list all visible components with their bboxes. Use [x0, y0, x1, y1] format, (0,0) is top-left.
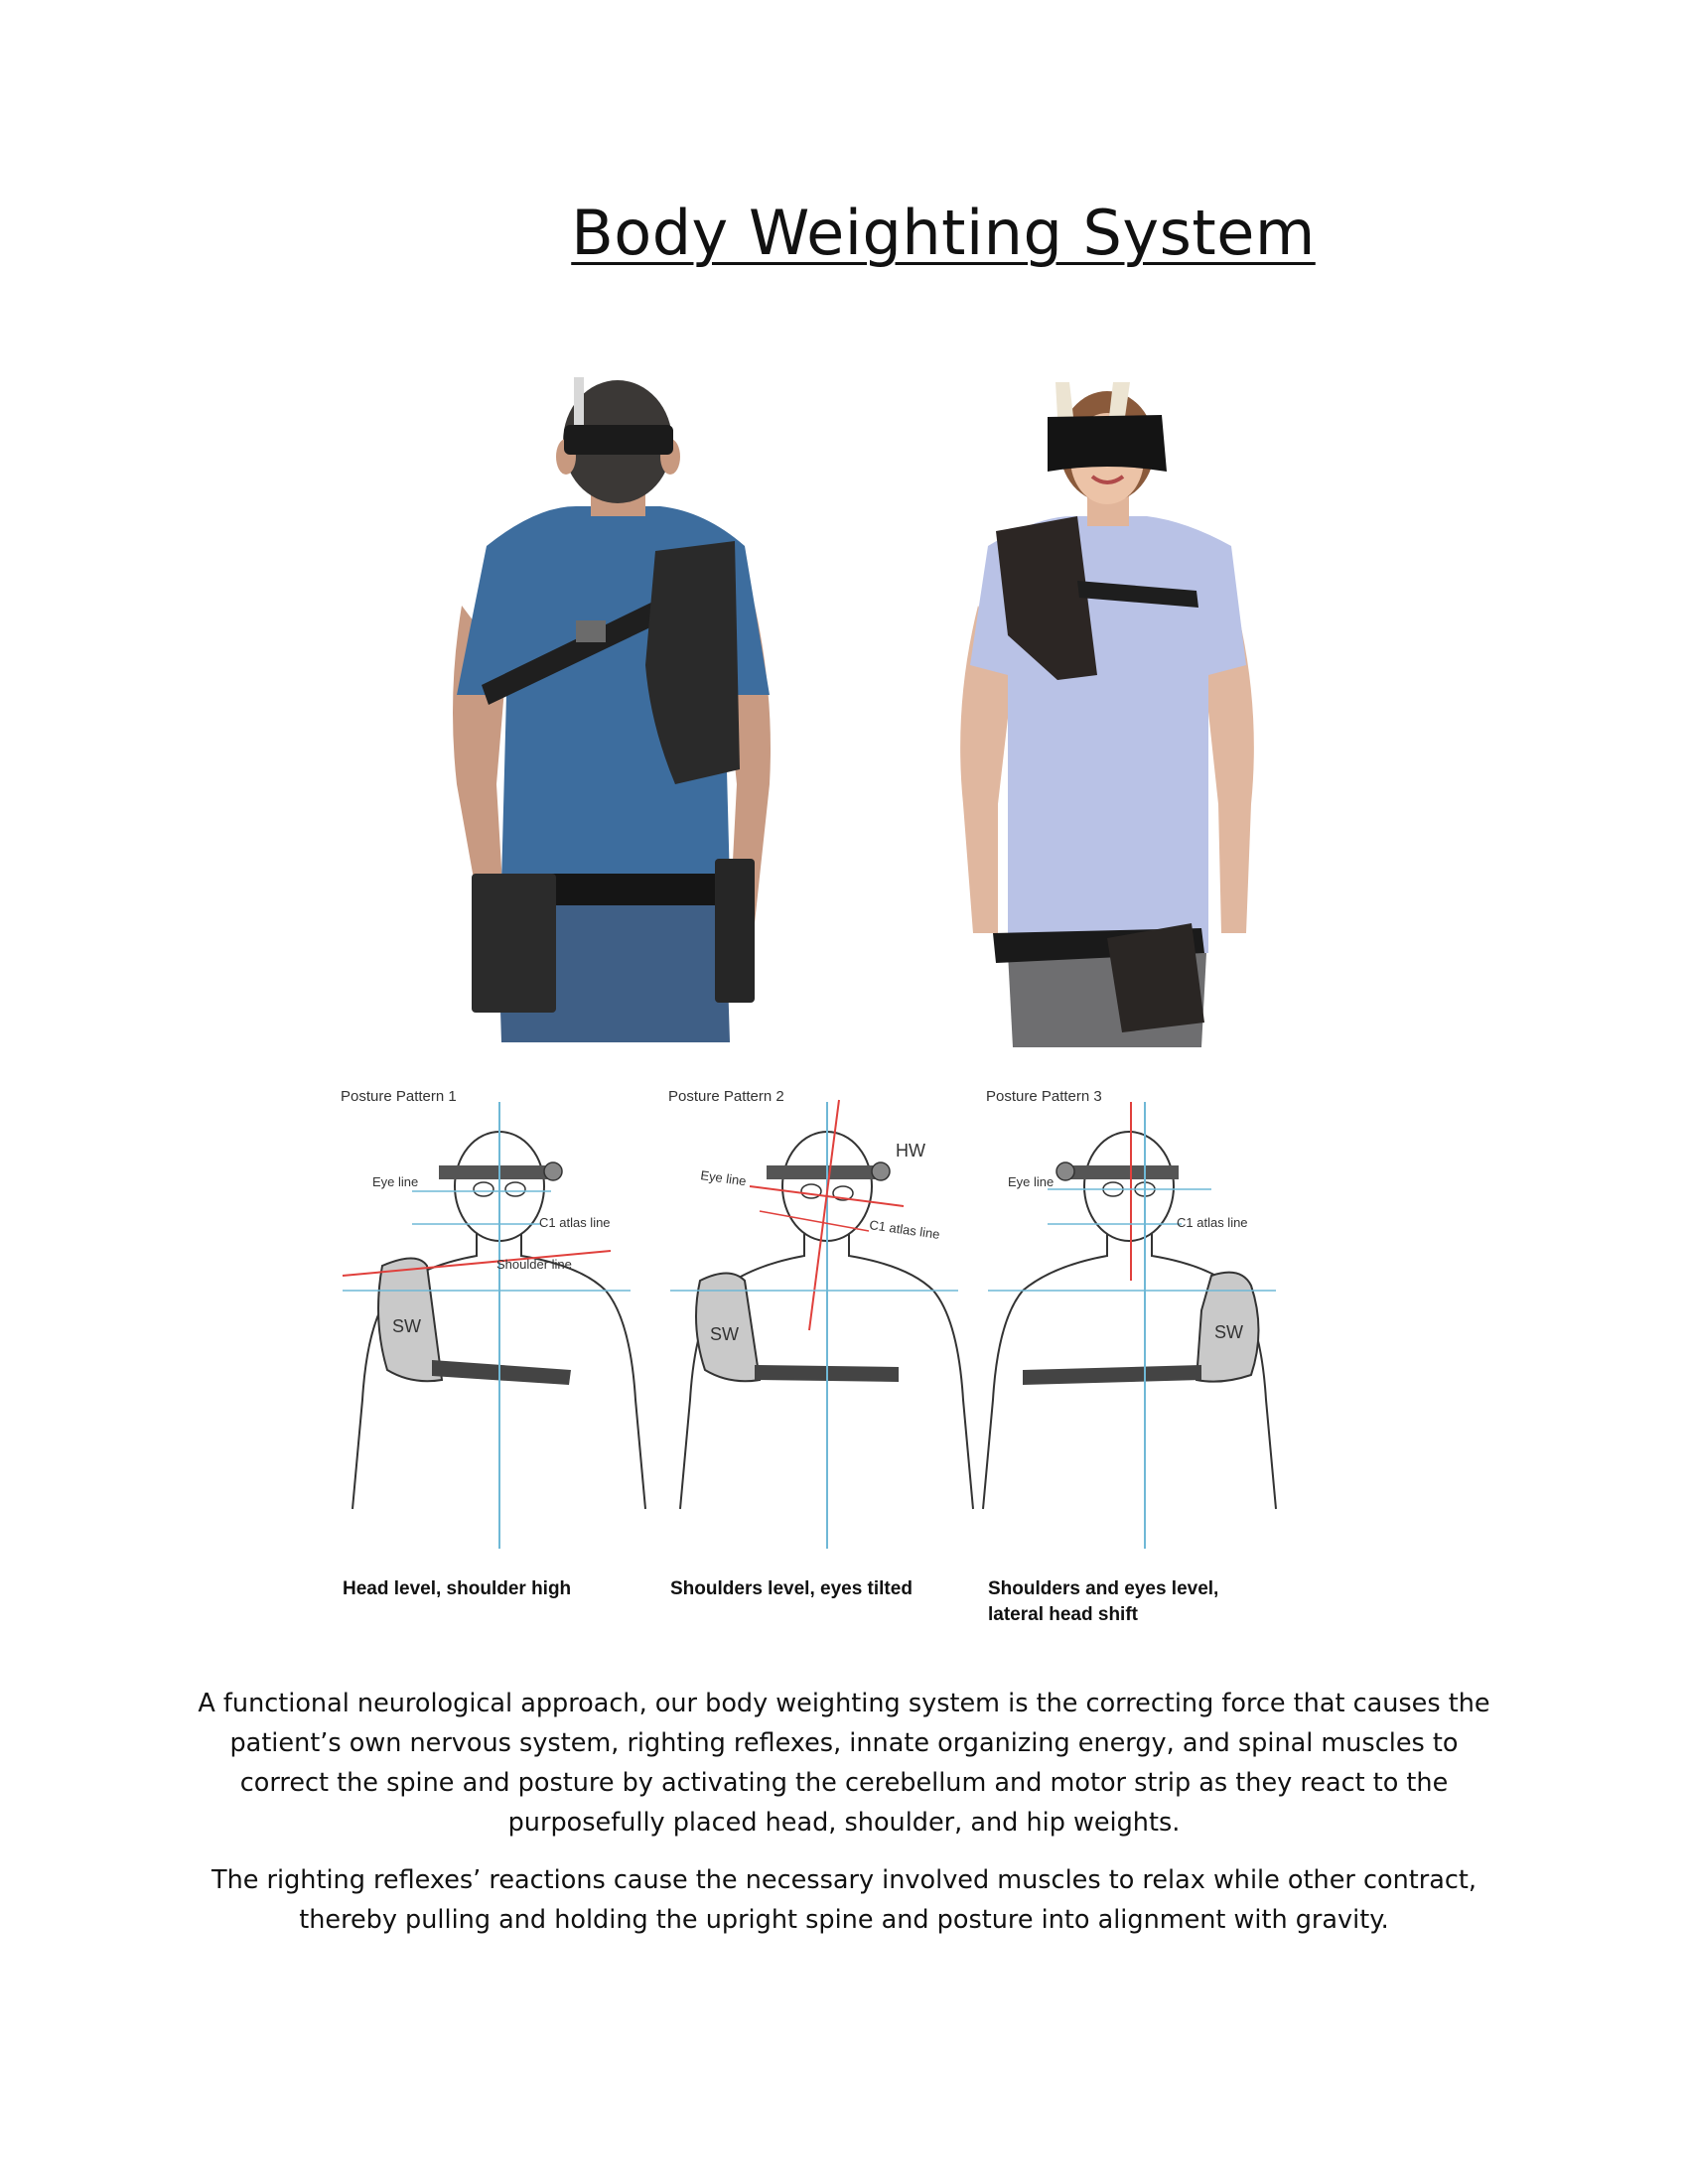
diagram-caption: Shoulders level, eyes tilted — [670, 1578, 913, 1599]
posture-diagram-1 — [333, 1082, 660, 1618]
label-sw: SW — [710, 1324, 739, 1344]
posture-diagram-3 — [978, 1082, 1306, 1625]
body-paragraph-1: A functional neurological approach, our body weighting system is the correcting force that causes the patient’s own nervous system, righting reflexes, innate organizing energy, and spinal muscles to correct the spine and posture by activating the cerebellum and motor strip as they react to the purposefully placed head, shoulder, and hip weights. — [198, 1688, 1490, 1838]
label-shoulder-line: Shoulder line — [496, 1257, 572, 1272]
posture-pattern-title: Posture Pattern 3 — [986, 1088, 1102, 1105]
diagram-caption: Head level, shoulder high — [343, 1578, 572, 1599]
label-c1-line: C1 atlas line — [1177, 1215, 1248, 1230]
photo-man-back-view — [427, 367, 804, 1042]
label-eye-line: Eye line — [372, 1174, 419, 1189]
posture-figure-1 — [333, 1082, 660, 1569]
diagram-caption: Shoulders and eyes level, lateral head shift — [988, 1578, 1219, 1625]
label-sw: SW — [392, 1316, 421, 1336]
posture-pattern-title: Posture Pattern 2 — [668, 1088, 784, 1105]
label-sw: SW — [1214, 1322, 1243, 1342]
label-hw: HW — [896, 1141, 925, 1160]
label-c1-line: C1 atlas line — [868, 1217, 941, 1242]
photo-woman-front-view — [948, 377, 1266, 1047]
posture-figure-2 — [660, 1082, 988, 1569]
page-title: Body Weighting System — [571, 197, 1316, 269]
posture-pattern-title: Posture Pattern 1 — [341, 1088, 457, 1105]
posture-figure-3 — [978, 1082, 1306, 1569]
label-eye-line: Eye line — [1008, 1174, 1055, 1189]
body-paragraph-2: The righting reflexes’ reactions cause the necessary involved muscles to relax while other contract, thereby pulling and holding the upright spine and posture into alignment with gravity. — [211, 1864, 1477, 1935]
label-c1-line: C1 atlas line — [539, 1215, 611, 1230]
posture-diagram-2 — [660, 1082, 988, 1618]
label-eye-line: Eye line — [699, 1167, 748, 1189]
